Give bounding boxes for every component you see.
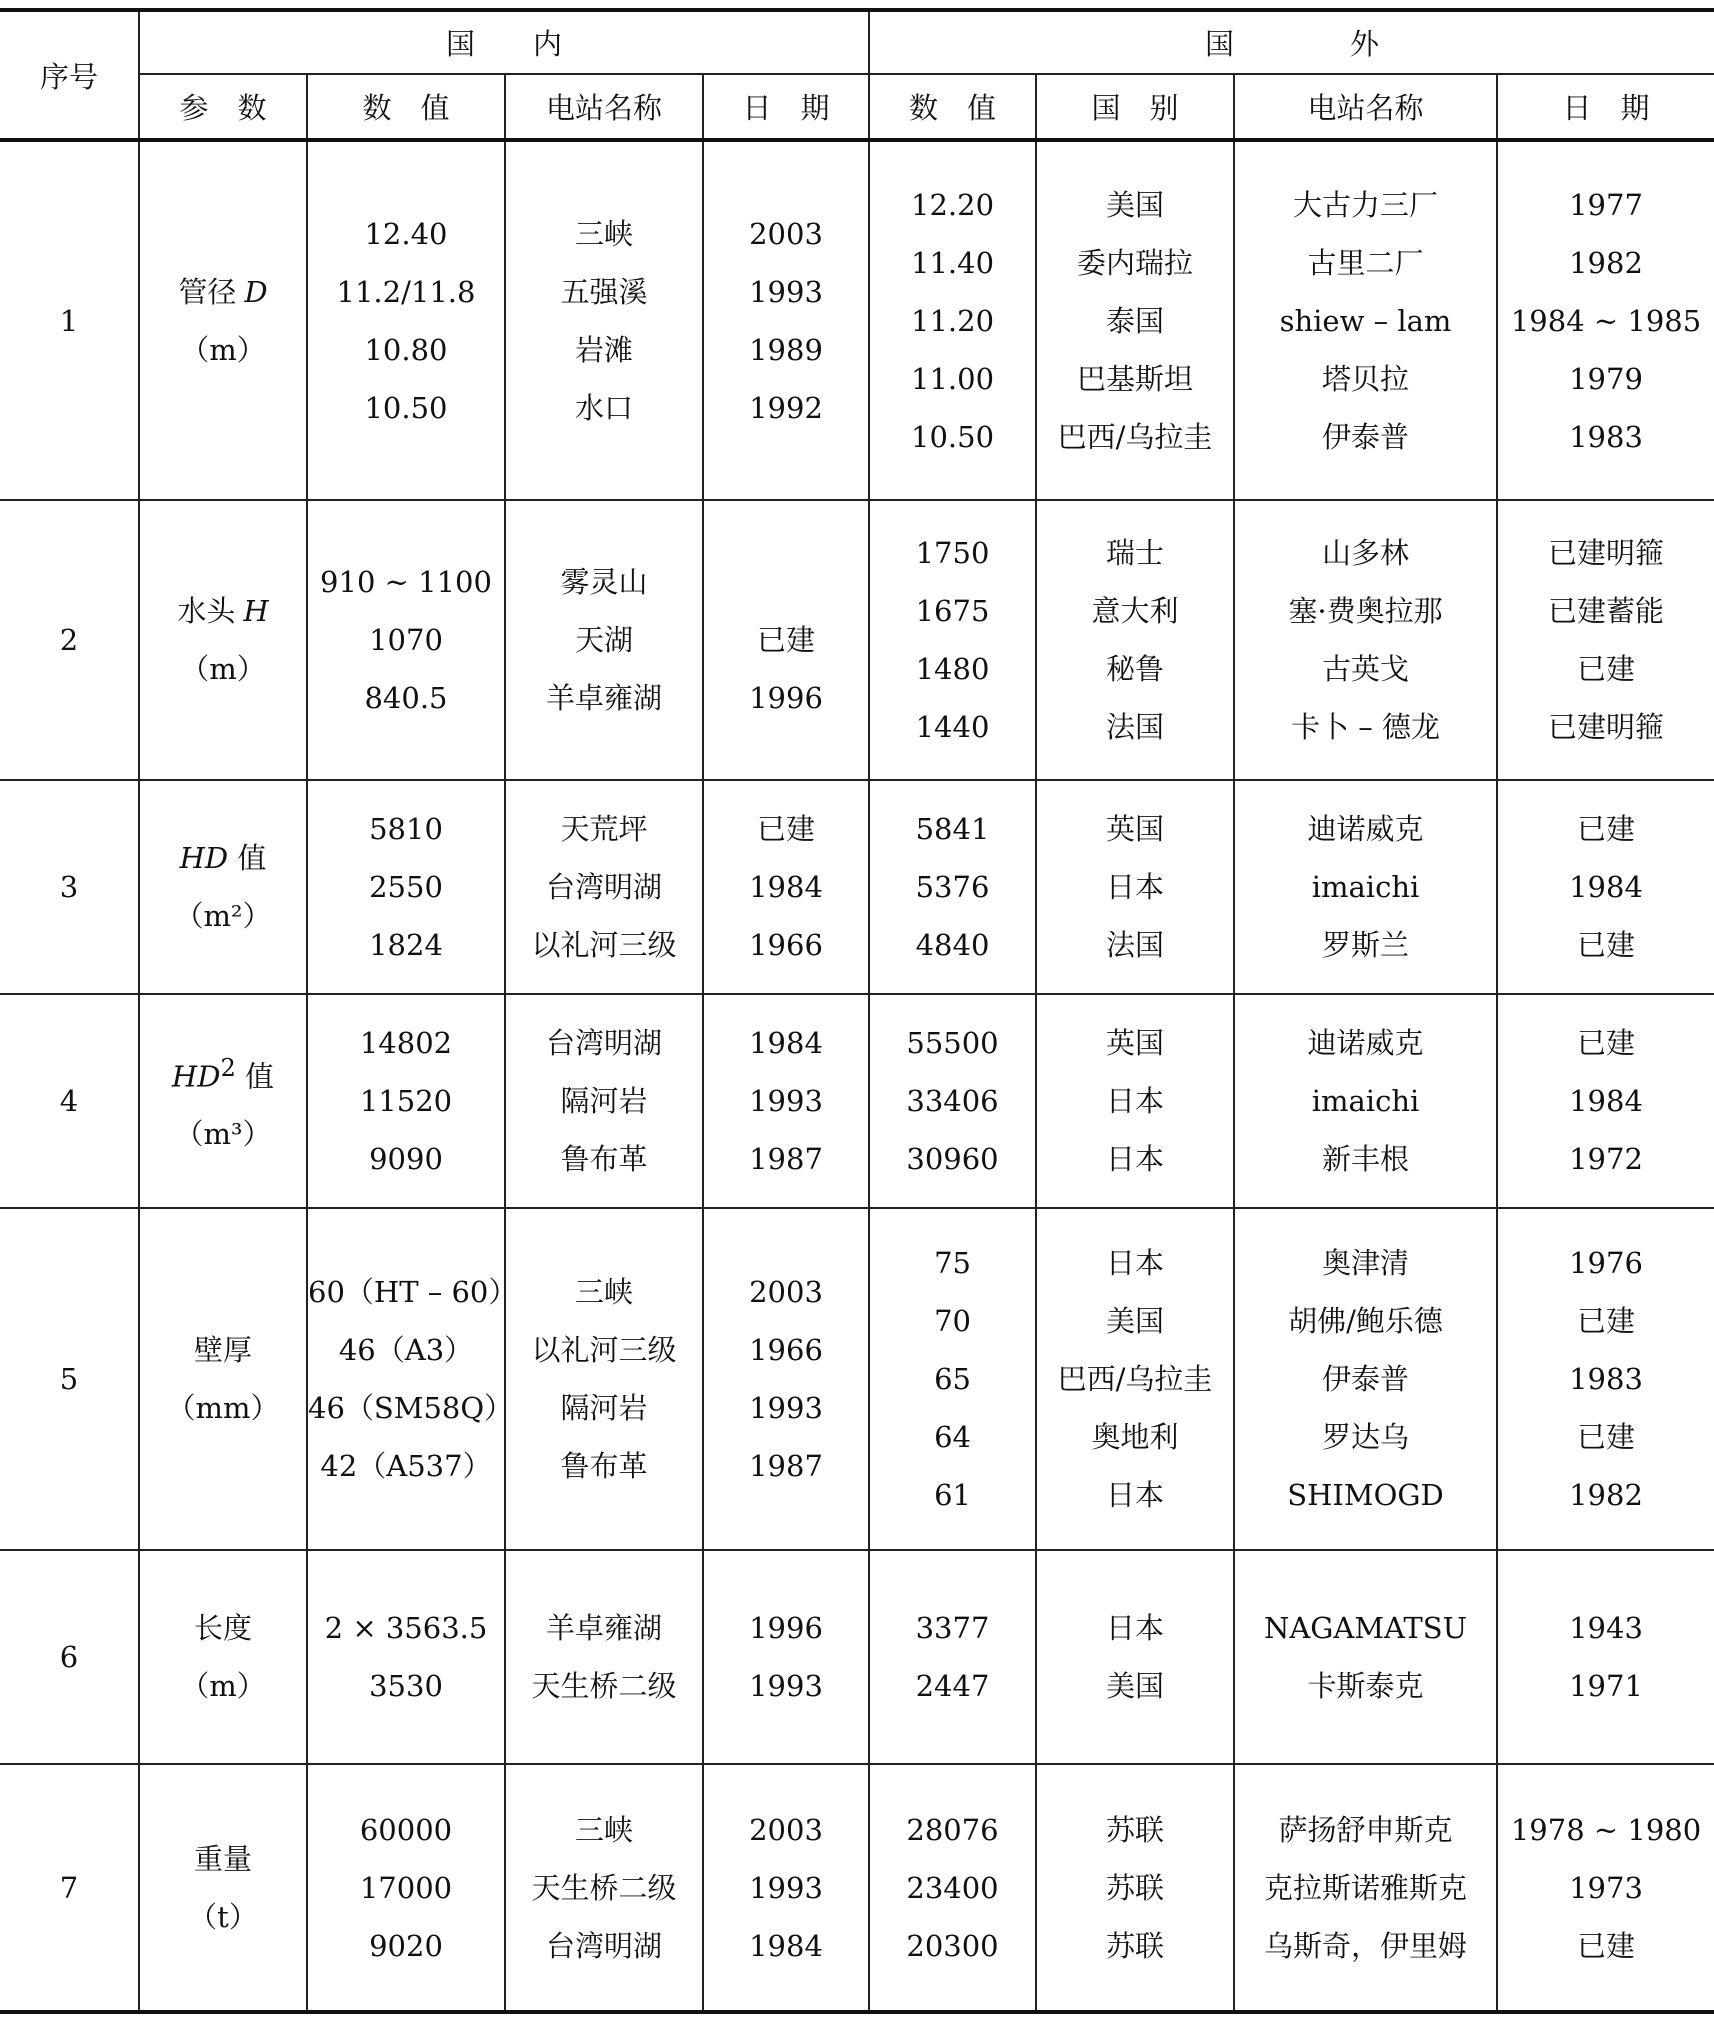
dom-date-cell — [703, 1208, 869, 1550]
param-unit: （m³） — [174, 1117, 272, 1152]
param-suffix: 值 — [228, 841, 267, 875]
table-body — [0, 140, 1714, 2012]
dom-station-entry: 天荒坪 — [560, 812, 648, 846]
param-cell — [139, 1208, 307, 1550]
for-date-entry: 1972 — [1569, 1142, 1643, 1176]
for-value-entry: 55500 — [906, 1026, 999, 1060]
dom-date-entry: 1992 — [749, 390, 823, 425]
for-date-entry: 已建 — [1577, 1026, 1636, 1060]
for-value-entry: 61 — [934, 1478, 971, 1512]
table-row — [0, 140, 1714, 500]
for-station-entry: 大古力三厂 — [1293, 187, 1439, 222]
for-date-entry: 1982 — [1569, 1478, 1643, 1512]
for-station-cell — [1234, 780, 1497, 994]
dom-value-entry: 3530 — [369, 1669, 443, 1703]
dom-station-entry: 五强溪 — [560, 274, 648, 309]
for-value-entry: 5841 — [915, 812, 990, 846]
dom-value-entry: 46（SM58Q） — [308, 1391, 514, 1425]
for-date-cell — [1497, 1208, 1714, 1550]
dom-station-cell — [505, 780, 703, 994]
for-country-cell — [1036, 780, 1234, 994]
dom-date-entry: 1996 — [749, 681, 823, 715]
dom-date-entry: 已建 — [757, 812, 816, 846]
param-unit: （mm） — [166, 1391, 280, 1425]
for-value-cell — [869, 1208, 1036, 1550]
for-country-entry: 苏联 — [1106, 1928, 1165, 1963]
dom-date-entry: 1984 — [749, 870, 823, 904]
dom-date-entry: 2003 — [749, 1275, 823, 1309]
dom-date-entry: 1993 — [749, 1391, 823, 1425]
for-value-entry: 23400 — [906, 1870, 999, 1905]
row-number: 4 — [0, 994, 139, 1208]
dom-date-entry: 2003 — [749, 216, 823, 251]
for-date-entry: 1977 — [1569, 187, 1643, 222]
for-station-entry: imaichi — [1311, 870, 1420, 904]
for-value-entry: 10.50 — [911, 419, 995, 454]
dom-value-entry: 10.50 — [364, 390, 448, 425]
row-number: 6 — [0, 1550, 139, 1764]
for-date-entry: 1983 — [1569, 1362, 1643, 1396]
dom-date-entry: 1987 — [749, 1449, 823, 1483]
dom-station-cell — [505, 140, 703, 500]
dom-station-entry: 台湾明湖 — [545, 1026, 662, 1060]
dom-date-cell — [703, 1550, 869, 1764]
dom-value-entry: 46（A3） — [338, 1333, 474, 1367]
for-station-entry: 乌斯奇，伊里姆 — [1264, 1928, 1468, 1963]
param-unit: （m²） — [174, 899, 272, 933]
for-value-entry: 64 — [934, 1420, 971, 1454]
dom-date-entry: 1993 — [749, 1870, 823, 1905]
header-seq: 序号 — [0, 10, 139, 140]
for-country-entry: 日本 — [1106, 1478, 1165, 1512]
param-name: 管径 — [178, 274, 237, 309]
row-number: 2 — [0, 500, 139, 780]
for-value-entry: 30960 — [906, 1142, 999, 1176]
dom-station-entry: 三峡 — [574, 1275, 633, 1309]
dom-value-entry: 10.80 — [364, 332, 448, 367]
param-label — [140, 1830, 306, 1888]
for-date-entry: 1983 — [1569, 419, 1643, 454]
dom-station-entry: 鲁布革 — [560, 1449, 648, 1483]
for-station-cell — [1234, 1550, 1497, 1764]
dom-station-entry: 台湾明湖 — [545, 1928, 662, 1963]
param-cell — [139, 780, 307, 994]
for-country-cell — [1036, 1550, 1234, 1764]
for-date-entry: 1943 — [1569, 1611, 1643, 1645]
dom-station-entry: 三峡 — [574, 1812, 633, 1847]
for-value-entry: 1440 — [915, 710, 990, 744]
dom-date-entry: 1993 — [749, 1084, 823, 1118]
dom-date-entry: 已建 — [757, 623, 816, 657]
table-row — [0, 994, 1714, 1208]
table-row — [0, 500, 1714, 780]
for-country-cell — [1036, 500, 1234, 780]
for-value-entry: 11.00 — [911, 361, 995, 396]
dom-station-entry: 羊卓雍湖 — [545, 681, 662, 715]
for-value-cell — [869, 1550, 1036, 1764]
param-superscript: 2 — [220, 1053, 236, 1082]
for-date-entry: 1984 ~ 1985 — [1510, 303, 1702, 338]
for-date-entry: 1978 ~ 1980 — [1510, 1812, 1702, 1847]
for-value-cell — [869, 140, 1036, 500]
for-date-entry: 1971 — [1569, 1669, 1643, 1703]
dom-date-cell — [703, 1764, 869, 2012]
for-date-entry: 已建 — [1577, 1928, 1636, 1963]
for-date-cell — [1497, 994, 1714, 1208]
for-station-entry: 塔贝拉 — [1322, 361, 1410, 396]
for-date-entry: 已建 — [1577, 812, 1636, 846]
for-station-entry: 古里二厂 — [1307, 245, 1424, 280]
dom-value-entry: 42（A537） — [320, 1449, 492, 1483]
param-unit: （m） — [180, 1669, 266, 1703]
for-station-cell — [1234, 140, 1497, 500]
dom-station-cell — [505, 1208, 703, 1550]
for-date-entry: 1984 — [1569, 870, 1643, 904]
for-date-entry: 已建 — [1577, 1420, 1636, 1454]
for-date-entry: 1984 — [1569, 1084, 1643, 1118]
header-foreign: 国 外 — [869, 10, 1714, 74]
param-label — [140, 263, 306, 321]
param-cell — [139, 500, 307, 780]
for-station-cell — [1234, 500, 1497, 780]
for-value-entry: 2447 — [915, 1669, 990, 1703]
for-station-entry: 奥津清 — [1322, 1246, 1410, 1280]
for-value-cell — [869, 500, 1036, 780]
dom-date-cell — [703, 780, 869, 994]
dom-value-cell — [307, 140, 505, 500]
for-country-entry: 巴西/乌拉圭 — [1057, 1362, 1213, 1396]
dom-date-entry: 1984 — [749, 1026, 823, 1060]
dom-value-cell — [307, 780, 505, 994]
for-station-entry: imaichi — [1311, 1084, 1420, 1118]
dom-value-entry: 2 × 3563.5 — [324, 1611, 488, 1645]
for-station-entry: 古英戈 — [1322, 652, 1410, 686]
param-variable: HD — [179, 841, 229, 875]
dom-value-entry: 17000 — [359, 1870, 453, 1905]
dom-station-entry: 天生桥二级 — [531, 1870, 677, 1905]
dom-value-cell — [307, 994, 505, 1208]
for-value-entry: 70 — [934, 1304, 971, 1338]
header-dom-value: 数 值 — [307, 74, 505, 140]
row-number: 3 — [0, 780, 139, 994]
for-value-entry: 33406 — [906, 1084, 999, 1118]
param-name: 重量 — [193, 1841, 252, 1876]
dom-value-entry: 11520 — [359, 1084, 453, 1118]
dom-value-entry: 12.40 — [364, 216, 448, 251]
table-row — [0, 1550, 1714, 1764]
for-country-entry: 日本 — [1106, 1611, 1165, 1645]
dom-station-entry: 羊卓雍湖 — [545, 1611, 662, 1645]
for-station-entry: 山多林 — [1322, 536, 1410, 570]
dom-value-entry: 2550 — [369, 870, 443, 904]
for-value-entry: 12.20 — [911, 187, 995, 222]
for-value-entry: 11.20 — [911, 303, 995, 338]
dom-value-cell — [307, 1208, 518, 1550]
for-station-entry: 新丰根 — [1322, 1142, 1410, 1176]
for-country-entry: 苏联 — [1106, 1812, 1165, 1847]
dom-value-entry: 840.5 — [364, 681, 448, 715]
dom-station-entry: 天生桥二级 — [531, 1669, 677, 1703]
for-value-entry: 75 — [934, 1246, 971, 1280]
for-value-cell — [869, 1764, 1036, 2012]
dom-value-entry: 14802 — [359, 1026, 453, 1060]
param-variable: D — [244, 274, 268, 309]
for-date-entry: 已建蓄能 — [1548, 594, 1665, 628]
for-country-entry: 苏联 — [1106, 1870, 1165, 1905]
param-name: 壁厚 — [193, 1333, 252, 1367]
for-value-entry: 28076 — [906, 1812, 999, 1847]
dom-station-cell — [505, 1764, 703, 2012]
param-cell — [139, 994, 307, 1208]
dom-station-entry: 雾灵山 — [560, 565, 648, 599]
for-station-entry: SHIMOGD — [1287, 1478, 1444, 1512]
param-name: 长度 — [193, 1611, 252, 1645]
for-country-entry: 美国 — [1106, 1669, 1165, 1703]
param-cell — [139, 1550, 307, 1764]
for-station-entry: 伊泰普 — [1322, 1362, 1410, 1396]
for-country-entry: 英国 — [1106, 1026, 1165, 1060]
table-row — [0, 1764, 1714, 2012]
for-date-entry: 1976 — [1569, 1246, 1643, 1280]
param-label — [140, 1039, 306, 1106]
for-date-entry: 已建 — [1577, 928, 1636, 962]
for-station-entry: 罗达乌 — [1322, 1420, 1410, 1454]
for-date-entry: 已建 — [1577, 652, 1636, 686]
dom-value-entry: 60（HT – 60） — [308, 1275, 518, 1309]
param-label — [140, 582, 306, 640]
for-value-entry: 1750 — [915, 536, 990, 570]
dom-date-entry: 1989 — [749, 332, 823, 367]
row-number: 1 — [0, 140, 139, 500]
param-variable: HD — [171, 1059, 221, 1094]
for-station-entry: NAGAMATSU — [1263, 1611, 1468, 1645]
for-country-entry: 英国 — [1106, 812, 1165, 846]
table-row — [0, 780, 1714, 994]
for-date-cell — [1497, 1764, 1714, 2012]
dom-station-entry: 岩滩 — [574, 332, 633, 367]
for-station-entry: 胡佛/鲍乐德 — [1288, 1304, 1443, 1338]
dom-date-entry: 2003 — [749, 1812, 823, 1847]
dom-date-cell — [703, 500, 869, 780]
param-unit: （m） — [180, 652, 266, 686]
dom-value-entry: 9020 — [369, 1928, 443, 1963]
for-value-entry: 5376 — [915, 870, 990, 904]
for-station-entry: 迪诺威克 — [1307, 812, 1424, 846]
param-label — [140, 1321, 306, 1379]
header-for-value: 数 值 — [869, 74, 1036, 140]
for-country-entry: 法国 — [1106, 710, 1165, 744]
for-country-entry: 日本 — [1106, 870, 1165, 904]
for-country-entry: 日本 — [1106, 1084, 1165, 1118]
for-value-cell — [869, 994, 1036, 1208]
row-number: 5 — [0, 1208, 139, 1550]
for-date-cell — [1497, 500, 1714, 780]
dom-date-entry: 1996 — [749, 1611, 823, 1645]
for-country-cell — [1036, 1208, 1234, 1550]
for-date-cell — [1497, 1550, 1714, 1764]
for-country-entry: 意大利 — [1091, 594, 1179, 628]
param-cell — [139, 1764, 307, 2012]
header-row-sub — [0, 74, 1714, 140]
for-country-entry: 奥地利 — [1091, 1420, 1179, 1454]
for-country-entry: 巴基斯坦 — [1077, 361, 1194, 396]
table-row — [0, 1208, 1714, 1550]
dom-date-entry: 1987 — [749, 1142, 823, 1176]
for-value-entry: 1480 — [915, 652, 990, 686]
dom-station-entry: 三峡 — [574, 216, 633, 251]
for-country-entry: 日本 — [1106, 1142, 1165, 1176]
dom-value-entry: 11.2/11.8 — [336, 274, 476, 309]
header-row-top — [0, 10, 1714, 74]
dom-value-entry: 5810 — [369, 812, 443, 846]
dom-date-entry — [704, 553, 868, 611]
dom-station-entry: 水口 — [574, 390, 633, 425]
dom-date-entry: 1993 — [749, 274, 823, 309]
dom-station-entry: 天湖 — [574, 623, 633, 657]
for-date-entry: 已建明箍 — [1548, 710, 1665, 744]
for-date-entry: 1982 — [1569, 245, 1643, 280]
for-country-cell — [1036, 994, 1234, 1208]
param-name: 水头 — [177, 594, 236, 628]
header-for-station: 电站名称 — [1234, 74, 1497, 140]
header-param: 参 数 — [139, 74, 307, 140]
for-country-cell — [1036, 1764, 1234, 2012]
param-label — [140, 829, 306, 887]
for-station-entry: 伊泰普 — [1322, 419, 1410, 454]
for-country-entry: 委内瑞拉 — [1077, 245, 1194, 280]
dom-station-entry: 台湾明湖 — [545, 870, 662, 904]
dom-station-entry: 隔河岩 — [560, 1084, 648, 1118]
dom-value-entry: 1824 — [369, 928, 443, 962]
for-country-entry: 美国 — [1106, 187, 1165, 222]
header-domestic: 国 内 — [139, 10, 869, 74]
for-station-entry: 塞·费奥拉那 — [1288, 594, 1443, 628]
comparison-table — [0, 8, 1714, 2014]
for-date-entry: 1973 — [1569, 1870, 1643, 1905]
for-station-entry: shiew – lam — [1279, 303, 1452, 338]
for-country-entry: 美国 — [1106, 1304, 1165, 1338]
for-country-entry: 瑞士 — [1106, 536, 1165, 570]
for-country-cell — [1036, 140, 1234, 500]
for-station-cell — [1234, 994, 1497, 1208]
dom-date-entry: 1984 — [749, 1928, 823, 1963]
dom-station-entry: 以礼河三级 — [531, 1333, 677, 1367]
dom-date-cell — [703, 994, 869, 1208]
for-value-entry: 1675 — [915, 594, 990, 628]
header-dom-station: 电站名称 — [505, 74, 703, 140]
header-for-country: 国 别 — [1036, 74, 1234, 140]
dom-date-cell — [703, 140, 869, 500]
for-date-entry: 已建 — [1577, 1304, 1636, 1338]
dom-value-entry: 910 ~ 1100 — [320, 565, 492, 599]
for-country-entry: 法国 — [1106, 928, 1165, 962]
param-label — [140, 1599, 306, 1657]
dom-station-entry: 隔河岩 — [560, 1391, 648, 1425]
for-country-entry: 秘鲁 — [1106, 652, 1165, 686]
for-date-entry: 已建明箍 — [1548, 536, 1665, 570]
param-unit: （m） — [180, 332, 266, 367]
for-value-entry: 3377 — [915, 1611, 990, 1645]
dom-date-entry: 1993 — [749, 1669, 823, 1703]
for-value-entry: 4840 — [915, 928, 990, 962]
for-station-entry: 卡卜 – 德龙 — [1291, 710, 1440, 744]
for-value-entry: 65 — [934, 1362, 971, 1396]
for-value-cell — [869, 780, 1036, 994]
dom-value-cell — [307, 1764, 505, 2012]
for-date-cell — [1497, 140, 1714, 500]
param-variable: H — [243, 594, 269, 628]
for-value-entry: 20300 — [906, 1928, 999, 1963]
header-for-date: 日 期 — [1497, 74, 1714, 140]
for-station-entry: 迪诺威克 — [1307, 1026, 1424, 1060]
dom-value-entry: 9090 — [369, 1142, 443, 1176]
for-date-entry: 1979 — [1569, 361, 1643, 396]
for-country-entry: 泰国 — [1106, 303, 1165, 338]
row-number: 7 — [0, 1764, 139, 2012]
dom-station-entry: 鲁布革 — [560, 1142, 648, 1176]
param-suffix: 值 — [235, 1059, 275, 1094]
header-dom-date: 日 期 — [703, 74, 869, 140]
for-station-cell — [1234, 1764, 1497, 2012]
for-station-entry: 罗斯兰 — [1322, 928, 1410, 962]
for-country-entry: 日本 — [1106, 1246, 1165, 1280]
for-date-cell — [1497, 780, 1714, 994]
dom-station-cell — [505, 1550, 703, 1764]
for-value-entry: 11.40 — [911, 245, 995, 280]
dom-value-cell — [307, 1550, 505, 1764]
dom-value-entry: 60000 — [359, 1812, 453, 1847]
dom-station-cell — [505, 994, 703, 1208]
dom-station-entry: 以礼河三级 — [531, 928, 677, 962]
for-station-entry: 萨扬舒申斯克 — [1278, 1812, 1453, 1847]
dom-date-entry: 1966 — [749, 1333, 823, 1367]
param-cell — [139, 140, 307, 500]
for-station-entry: 卡斯泰克 — [1307, 1669, 1424, 1703]
dom-value-cell — [307, 500, 505, 780]
for-station-cell — [1234, 1208, 1497, 1550]
for-country-entry: 巴西/乌拉圭 — [1057, 419, 1213, 454]
dom-station-cell — [505, 500, 703, 780]
dom-date-entry: 1966 — [749, 928, 823, 962]
dom-value-entry: 1070 — [369, 623, 443, 657]
param-unit: （t） — [188, 1899, 258, 1934]
for-station-entry: 克拉斯诺雅斯克 — [1264, 1870, 1468, 1905]
